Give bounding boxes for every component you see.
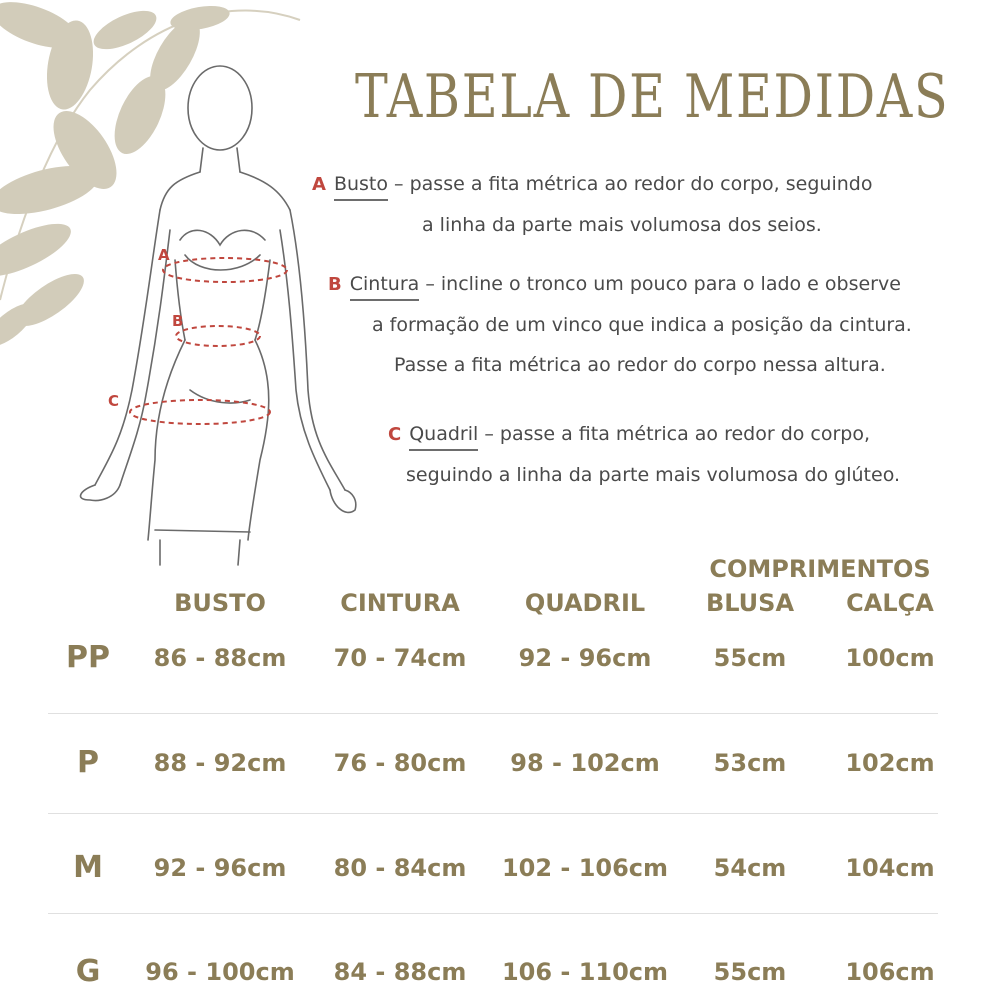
figure-label-b: B	[172, 312, 184, 330]
size-label-pp: PP	[66, 640, 110, 675]
measurement-a-letter: A	[312, 174, 326, 195]
size-label-m: M	[73, 850, 103, 885]
table-cell: 102cm	[845, 749, 935, 777]
measurement-b-letter: B	[328, 274, 342, 295]
table-cell: 92 - 96cm	[518, 644, 652, 672]
table-cell: 55cm	[713, 644, 787, 672]
table-cell: 55cm	[713, 958, 787, 986]
page-title: TABELA DE MEDIDAS	[355, 62, 950, 132]
size-label-g: G	[75, 954, 101, 989]
measurement-c-letter: C	[388, 424, 402, 445]
table-cell: 70 - 74cm	[333, 644, 467, 672]
measurement-a-line2: a linha da parte mais volumosa dos seios.	[422, 214, 822, 236]
table-cell: 80 - 84cm	[333, 854, 467, 882]
table-cell: 106 - 110cm	[501, 958, 669, 986]
measurement-b-description	[328, 264, 912, 385]
table-cell: 96 - 100cm	[145, 958, 295, 986]
measurement-b-term: Cintura	[350, 273, 420, 301]
measurement-b-line3: Passe a fita métrica ao redor do corpo nessa altura.	[394, 354, 886, 376]
column-header-quadril: QUADRIL	[524, 589, 646, 617]
table-cell: 76 - 80cm	[333, 749, 467, 777]
table-cell: 106cm	[845, 958, 935, 986]
table-cell: 54cm	[713, 854, 787, 882]
table-cell: 98 - 102cm	[510, 749, 660, 777]
figure-label-a: A	[158, 246, 170, 264]
measurement-b-line1: – incline o tronco um pouco para o lado e observe	[425, 273, 901, 295]
column-header-calca: CALÇA	[846, 589, 934, 617]
measurement-c-line1: – passe a fita métrica ao redor do corpo,	[484, 423, 871, 445]
measurement-a-line1: – passe a fita métrica ao redor do corpo, seguindo	[394, 173, 873, 195]
table-cell: 84 - 88cm	[333, 958, 467, 986]
row-divider	[48, 713, 938, 714]
table-cell: 53cm	[713, 749, 787, 777]
size-label-p: P	[77, 745, 99, 780]
measurement-c-description	[388, 414, 900, 495]
body-sketch-illustration	[60, 60, 370, 570]
figure-label-c: C	[108, 392, 120, 410]
table-group-header: COMPRIMENTOS	[709, 555, 931, 583]
table-cell: 102 - 106cm	[501, 854, 669, 882]
measurement-a-description	[312, 164, 872, 245]
row-divider	[48, 913, 938, 914]
measurement-a-term: Busto	[334, 173, 388, 201]
column-header-blusa: BLUSA	[705, 589, 795, 617]
column-header-cintura: CINTURA	[340, 589, 460, 617]
column-header-busto: BUSTO	[174, 589, 266, 617]
row-divider	[48, 813, 938, 814]
table-cell: 104cm	[845, 854, 935, 882]
measurement-c-line2: seguindo a linha da parte mais volumosa do glúteo.	[406, 464, 901, 486]
table-cell: 92 - 96cm	[153, 854, 287, 882]
table-cell: 88 - 92cm	[153, 749, 287, 777]
table-cell: 86 - 88cm	[153, 644, 287, 672]
measurement-b-line2: a formação de um vinco que indica a posição da cintura.	[372, 314, 912, 336]
table-cell: 100cm	[845, 644, 935, 672]
measurement-c-term: Quadril	[409, 423, 478, 451]
